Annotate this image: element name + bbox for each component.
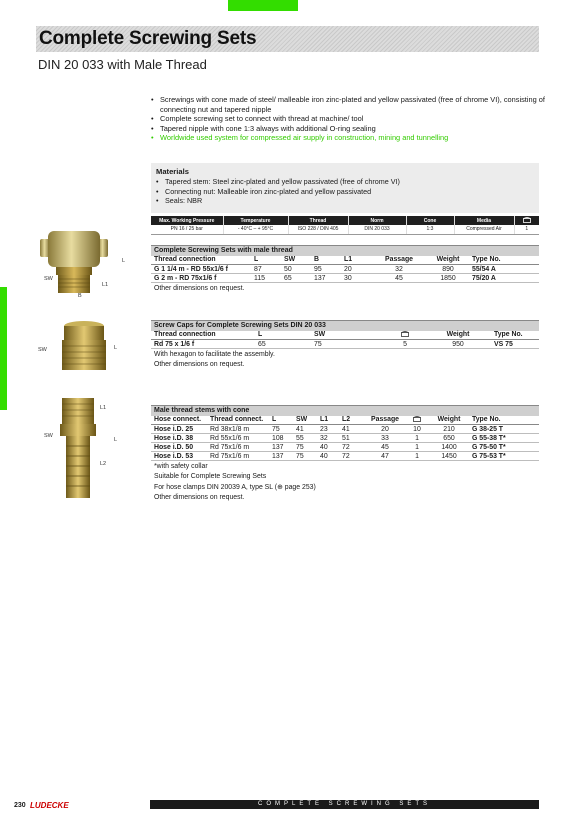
- cell: Hose i.D. 38: [151, 434, 207, 443]
- page-subtitle: DIN 20 033 with Male Thread: [38, 57, 207, 72]
- spec-value: DIN 20 033: [348, 225, 406, 234]
- top-accent-tab: [228, 0, 298, 11]
- column-header: L: [269, 416, 293, 425]
- column-header: Type No.: [469, 416, 539, 425]
- product-image-screw-cap: [58, 318, 110, 374]
- spec-value: 1:3: [406, 225, 454, 234]
- table-note: Other dimensions on request.: [154, 360, 245, 368]
- cell: 137: [269, 443, 293, 452]
- material-item: • Connecting nut: Malleable iron zinc-plated and yellow passivated: [156, 187, 534, 197]
- cell: 30: [341, 274, 371, 283]
- table-caption: Screw Caps for Complete Screwing Sets DIN 20 033: [151, 321, 539, 331]
- column-header: SW: [293, 416, 317, 425]
- cell: Hose i.D. 53: [151, 452, 207, 461]
- column-header: L2: [339, 416, 365, 425]
- cell: 1: [405, 443, 429, 452]
- cell: 32: [317, 434, 339, 443]
- cell: 650: [429, 434, 469, 443]
- column-header: Hose connect.: [151, 416, 207, 425]
- cell-type-no: VS 75: [491, 340, 539, 349]
- cell-type-no: G 75-50 T*: [469, 443, 539, 452]
- cell: 5: [385, 340, 425, 349]
- column-header: L1: [341, 256, 371, 265]
- cell-type-no: G 55-38 T*: [469, 434, 539, 443]
- cell: 45: [371, 274, 427, 283]
- table-row: [151, 434, 539, 443]
- product-image-thread-stem: [58, 396, 98, 500]
- spec-value: Compressed Air: [454, 225, 514, 234]
- dim-label-l: L: [122, 258, 126, 264]
- package-icon: [413, 416, 421, 422]
- cell: 23: [317, 425, 339, 434]
- cell: 75: [293, 452, 317, 461]
- column-header: L1: [317, 416, 339, 425]
- table-screwing-sets: [151, 245, 539, 293]
- package-icon: [523, 217, 531, 223]
- dim-label-sw: SW: [38, 347, 47, 353]
- table-row: [151, 452, 539, 461]
- cell: 950: [425, 340, 491, 349]
- spec-header: Norm: [348, 216, 406, 225]
- column-header-icon: [385, 331, 425, 340]
- cell: 1450: [429, 452, 469, 461]
- cell: Rd 75 x 1/6 f: [151, 340, 255, 349]
- spec-header-icon: [514, 216, 539, 225]
- column-header: SW: [311, 331, 385, 340]
- cell: 72: [339, 452, 365, 461]
- cell: 137: [311, 274, 341, 283]
- cell: 40: [317, 443, 339, 452]
- table-note: Other dimensions on request.: [154, 284, 245, 292]
- cell: 40: [317, 452, 339, 461]
- cell: 33: [365, 434, 405, 443]
- dim-label-l1: L1: [102, 282, 109, 288]
- dim-label-sw: SW: [44, 433, 53, 439]
- column-header: L: [255, 331, 311, 340]
- column-header: Thread connection: [151, 331, 255, 340]
- spec-value: ISO 228 / DIN 405: [288, 225, 348, 234]
- table-row: [151, 265, 539, 274]
- cell: Rd 75x1/6 m: [207, 443, 269, 452]
- cell: 65: [255, 340, 311, 349]
- cell: 115: [251, 274, 281, 283]
- column-header: L: [251, 256, 281, 265]
- cell: 108: [269, 434, 293, 443]
- cell: 51: [339, 434, 365, 443]
- page-title: Complete Screwing Sets: [39, 28, 257, 49]
- cell: 1: [405, 434, 429, 443]
- spec-header: Thread: [288, 216, 348, 225]
- dim-label-l1: L1: [100, 405, 107, 411]
- table-row: [151, 425, 539, 434]
- feature-item: • Complete screwing set to connect with thread at machine/ tool: [151, 114, 546, 124]
- cell-type-no: G 75-53 T*: [469, 452, 539, 461]
- material-item: • Seals: NBR: [156, 196, 534, 206]
- column-header: Weight: [425, 331, 491, 340]
- cell-type-no: 75/20 A: [469, 274, 539, 283]
- column-header: Passage: [365, 416, 405, 425]
- dim-label-l2: L2: [100, 461, 107, 467]
- feature-item: • Screwings with cone made of steel/ malleable iron zinc-plated and yellow passivated (free of chrome VI), consisting of connecting nut and tapered nipple: [151, 95, 546, 114]
- cell: 890: [427, 265, 469, 274]
- cell: 210: [429, 425, 469, 434]
- table-row: [151, 340, 539, 349]
- cell: 1: [405, 452, 429, 461]
- footer-bar: [150, 800, 539, 809]
- feature-list: [151, 95, 546, 143]
- table-caption: Male thread stems with cone: [151, 406, 539, 416]
- dim-label-b: B: [78, 293, 82, 299]
- dim-label-l: L: [114, 345, 118, 351]
- table-note: *with safety collar: [154, 462, 208, 470]
- package-icon: [401, 331, 409, 337]
- cell: 10: [405, 425, 429, 434]
- column-header: B: [311, 256, 341, 265]
- cell: 87: [251, 265, 281, 274]
- cell: 41: [293, 425, 317, 434]
- table-caption: Complete Screwing Sets with male thread: [151, 246, 539, 256]
- cell: 95: [311, 265, 341, 274]
- specs-table: [151, 216, 539, 235]
- cell: G 2 m - RD 75x1/6 f: [151, 274, 251, 283]
- column-header: Thread connect.: [207, 416, 269, 425]
- column-header-icon: [405, 416, 429, 425]
- cell: Hose i.D. 25: [151, 425, 207, 434]
- cell: 50: [281, 265, 311, 274]
- cell-type-no: 55/54 A: [469, 265, 539, 274]
- cell: 72: [339, 443, 365, 452]
- table-row: [151, 443, 539, 452]
- spec-header: Max. Working Pressure: [151, 216, 223, 225]
- spec-header: Cone: [406, 216, 454, 225]
- spec-value: PN 16 / 25 bar: [151, 225, 223, 234]
- cell: 45: [365, 443, 405, 452]
- materials-box: [151, 163, 539, 213]
- cell: 1850: [427, 274, 469, 283]
- cell: 137: [269, 452, 293, 461]
- brand-logo: LUDECKE: [30, 801, 69, 810]
- table-screw-caps: [151, 320, 539, 370]
- cell: 75: [269, 425, 293, 434]
- footer-title: COMPLETE SCREWING SETS: [257, 801, 431, 807]
- spec-header: Temperature: [223, 216, 288, 225]
- cell: 75: [293, 443, 317, 452]
- spec-value: - 40°C – + 95°C: [223, 225, 288, 234]
- cell: 65: [281, 274, 311, 283]
- page-number: 230: [14, 802, 26, 809]
- feature-item: • Tapered nipple with cone 1:3 always with additional O-ring sealing: [151, 124, 546, 134]
- column-header: Type No.: [469, 256, 539, 265]
- table-note: With hexagon to facilitate the assembly.: [154, 350, 275, 358]
- feature-item-highlight: • Worldwide used system for compressed air supply in construction, mining and tunnelling: [151, 133, 546, 143]
- cell: 41: [339, 425, 365, 434]
- cell: 55: [293, 434, 317, 443]
- material-item: • Tapered stem: Steel zinc-plated and yellow passivated (free of chrome VI): [156, 177, 534, 187]
- side-accent-bar: [0, 287, 7, 410]
- cell: G 1 1/4 m - RD 55x1/6 f: [151, 265, 251, 274]
- cell: Rd 75x1/6 m: [207, 452, 269, 461]
- spec-value: 1: [514, 225, 539, 234]
- cell: 75: [311, 340, 385, 349]
- cell: 47: [365, 452, 405, 461]
- column-header: Type No.: [491, 331, 539, 340]
- cell: Rd 38x1/8 m: [207, 425, 269, 434]
- cell: 1400: [429, 443, 469, 452]
- spec-header: Media: [454, 216, 514, 225]
- column-header: Weight: [429, 416, 469, 425]
- column-header: Weight: [427, 256, 469, 265]
- cell: 20: [341, 265, 371, 274]
- cell-type-no: G 38-25 T: [469, 425, 539, 434]
- cell: Rd 55x1/6 m: [207, 434, 269, 443]
- dim-label-sw: SW: [44, 276, 53, 282]
- table-note: For hose clamps DIN 20039 A, type SL (⊕ page 253): [154, 483, 316, 491]
- table-thread-stems: [151, 405, 539, 503]
- cell: 32: [371, 265, 427, 274]
- cell: Hose i.D. 50: [151, 443, 207, 452]
- cell: 20: [365, 425, 405, 434]
- column-header: Passage: [371, 256, 427, 265]
- table-row: [151, 274, 539, 283]
- title-bar: [36, 26, 539, 52]
- dim-label-l: L: [114, 437, 118, 443]
- column-header: Thread connection: [151, 256, 251, 265]
- column-header: SW: [281, 256, 311, 265]
- table-note: Suitable for Complete Screwing Sets: [154, 472, 267, 480]
- table-note: Other dimensions on request.: [154, 493, 245, 501]
- materials-title: Materials: [156, 167, 189, 176]
